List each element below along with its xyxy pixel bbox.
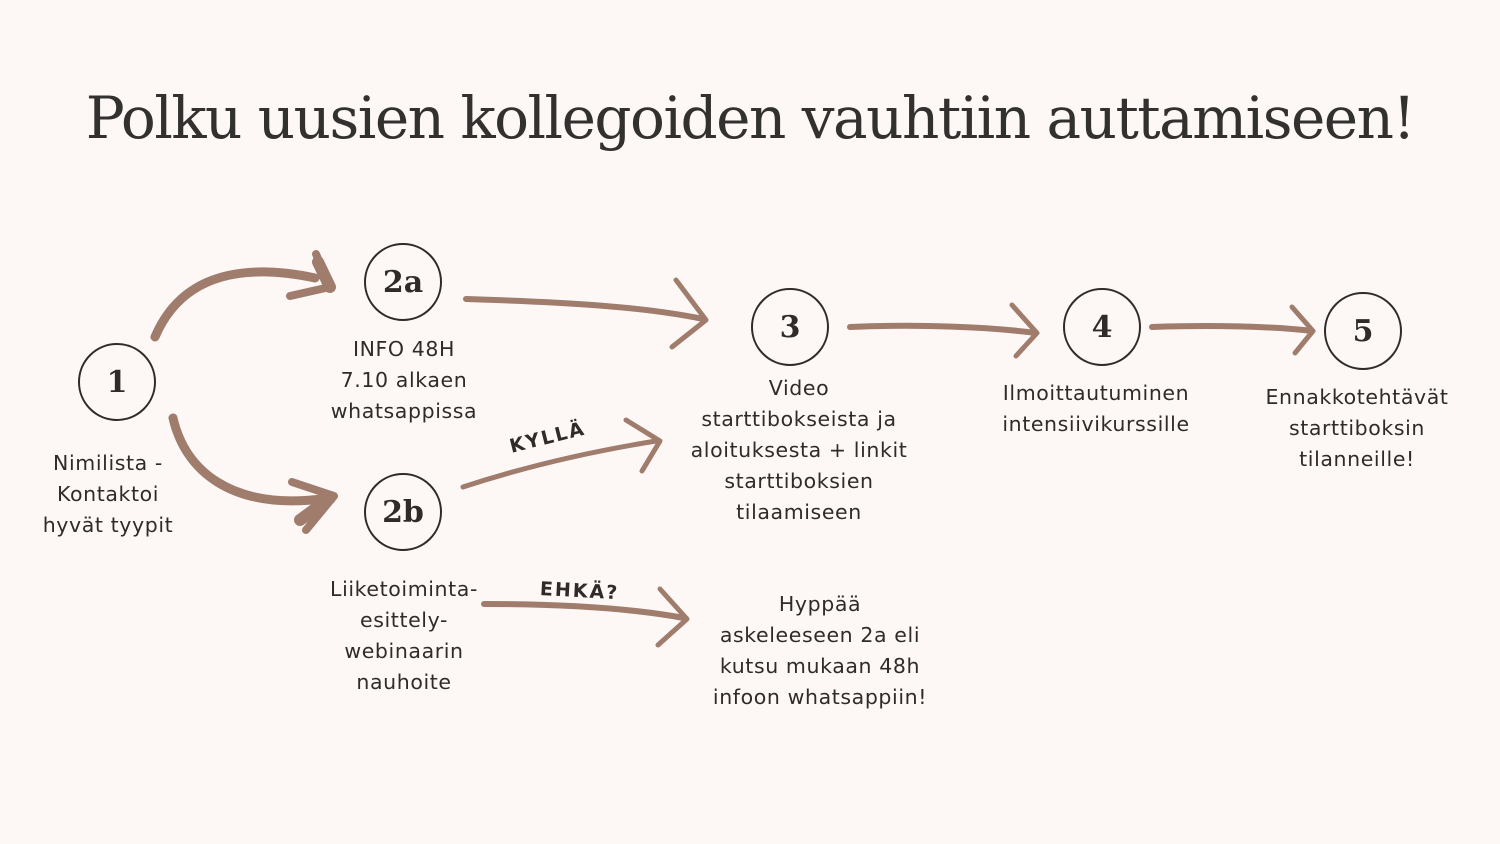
step-5-number: 5: [1352, 313, 1374, 349]
step-2b-number: 2b: [382, 494, 424, 530]
step-2b-circle: [364, 473, 442, 551]
step-3-number: 3: [779, 309, 801, 345]
step-5-label: Ennakkotehtävät starttiboksin tilanneille!: [1265, 385, 1449, 471]
step-2b-label: Liiketoiminta- esittely- webinaarin nauhoite: [330, 577, 478, 694]
step-3-label: Video starttibokseista ja aloituksesta + linkit starttiboksien tilaamiseen: [690, 376, 908, 524]
arrow-4-to-5: [1152, 307, 1313, 353]
step-1-circle: [78, 343, 156, 421]
arrow-1-to-2a: [155, 254, 330, 337]
step-4-number: 4: [1091, 309, 1113, 345]
step-2a-circle: [364, 243, 442, 321]
step-2a-label: INFO 48H 7.10 alkaen whatsappissa: [330, 337, 478, 423]
branch-maybe-label: EHKÄ?: [539, 578, 620, 605]
step-4-label: Ilmoittautuminen intensiivikurssille: [1002, 381, 1190, 436]
step-2a-number: 2a: [382, 264, 424, 300]
step-5-circle: [1324, 292, 1402, 370]
step-3-circle: [751, 288, 829, 366]
step-1-number: 1: [106, 364, 128, 400]
arrow-3-to-4: [850, 305, 1037, 356]
page-title: Polku uusien kollegoiden vauhtiin auttamiseen!: [85, 84, 1415, 152]
step-4-circle: [1063, 288, 1141, 366]
step-1-label: Nimilista - Kontaktoi hyvät tyypit: [42, 451, 174, 537]
branch-yes-label: KYLLÄ: [507, 417, 588, 458]
maybe-note: Hyppää askeleeseen 2a eli kutsu mukaan 48h infoon whatsappiin!: [712, 592, 928, 709]
